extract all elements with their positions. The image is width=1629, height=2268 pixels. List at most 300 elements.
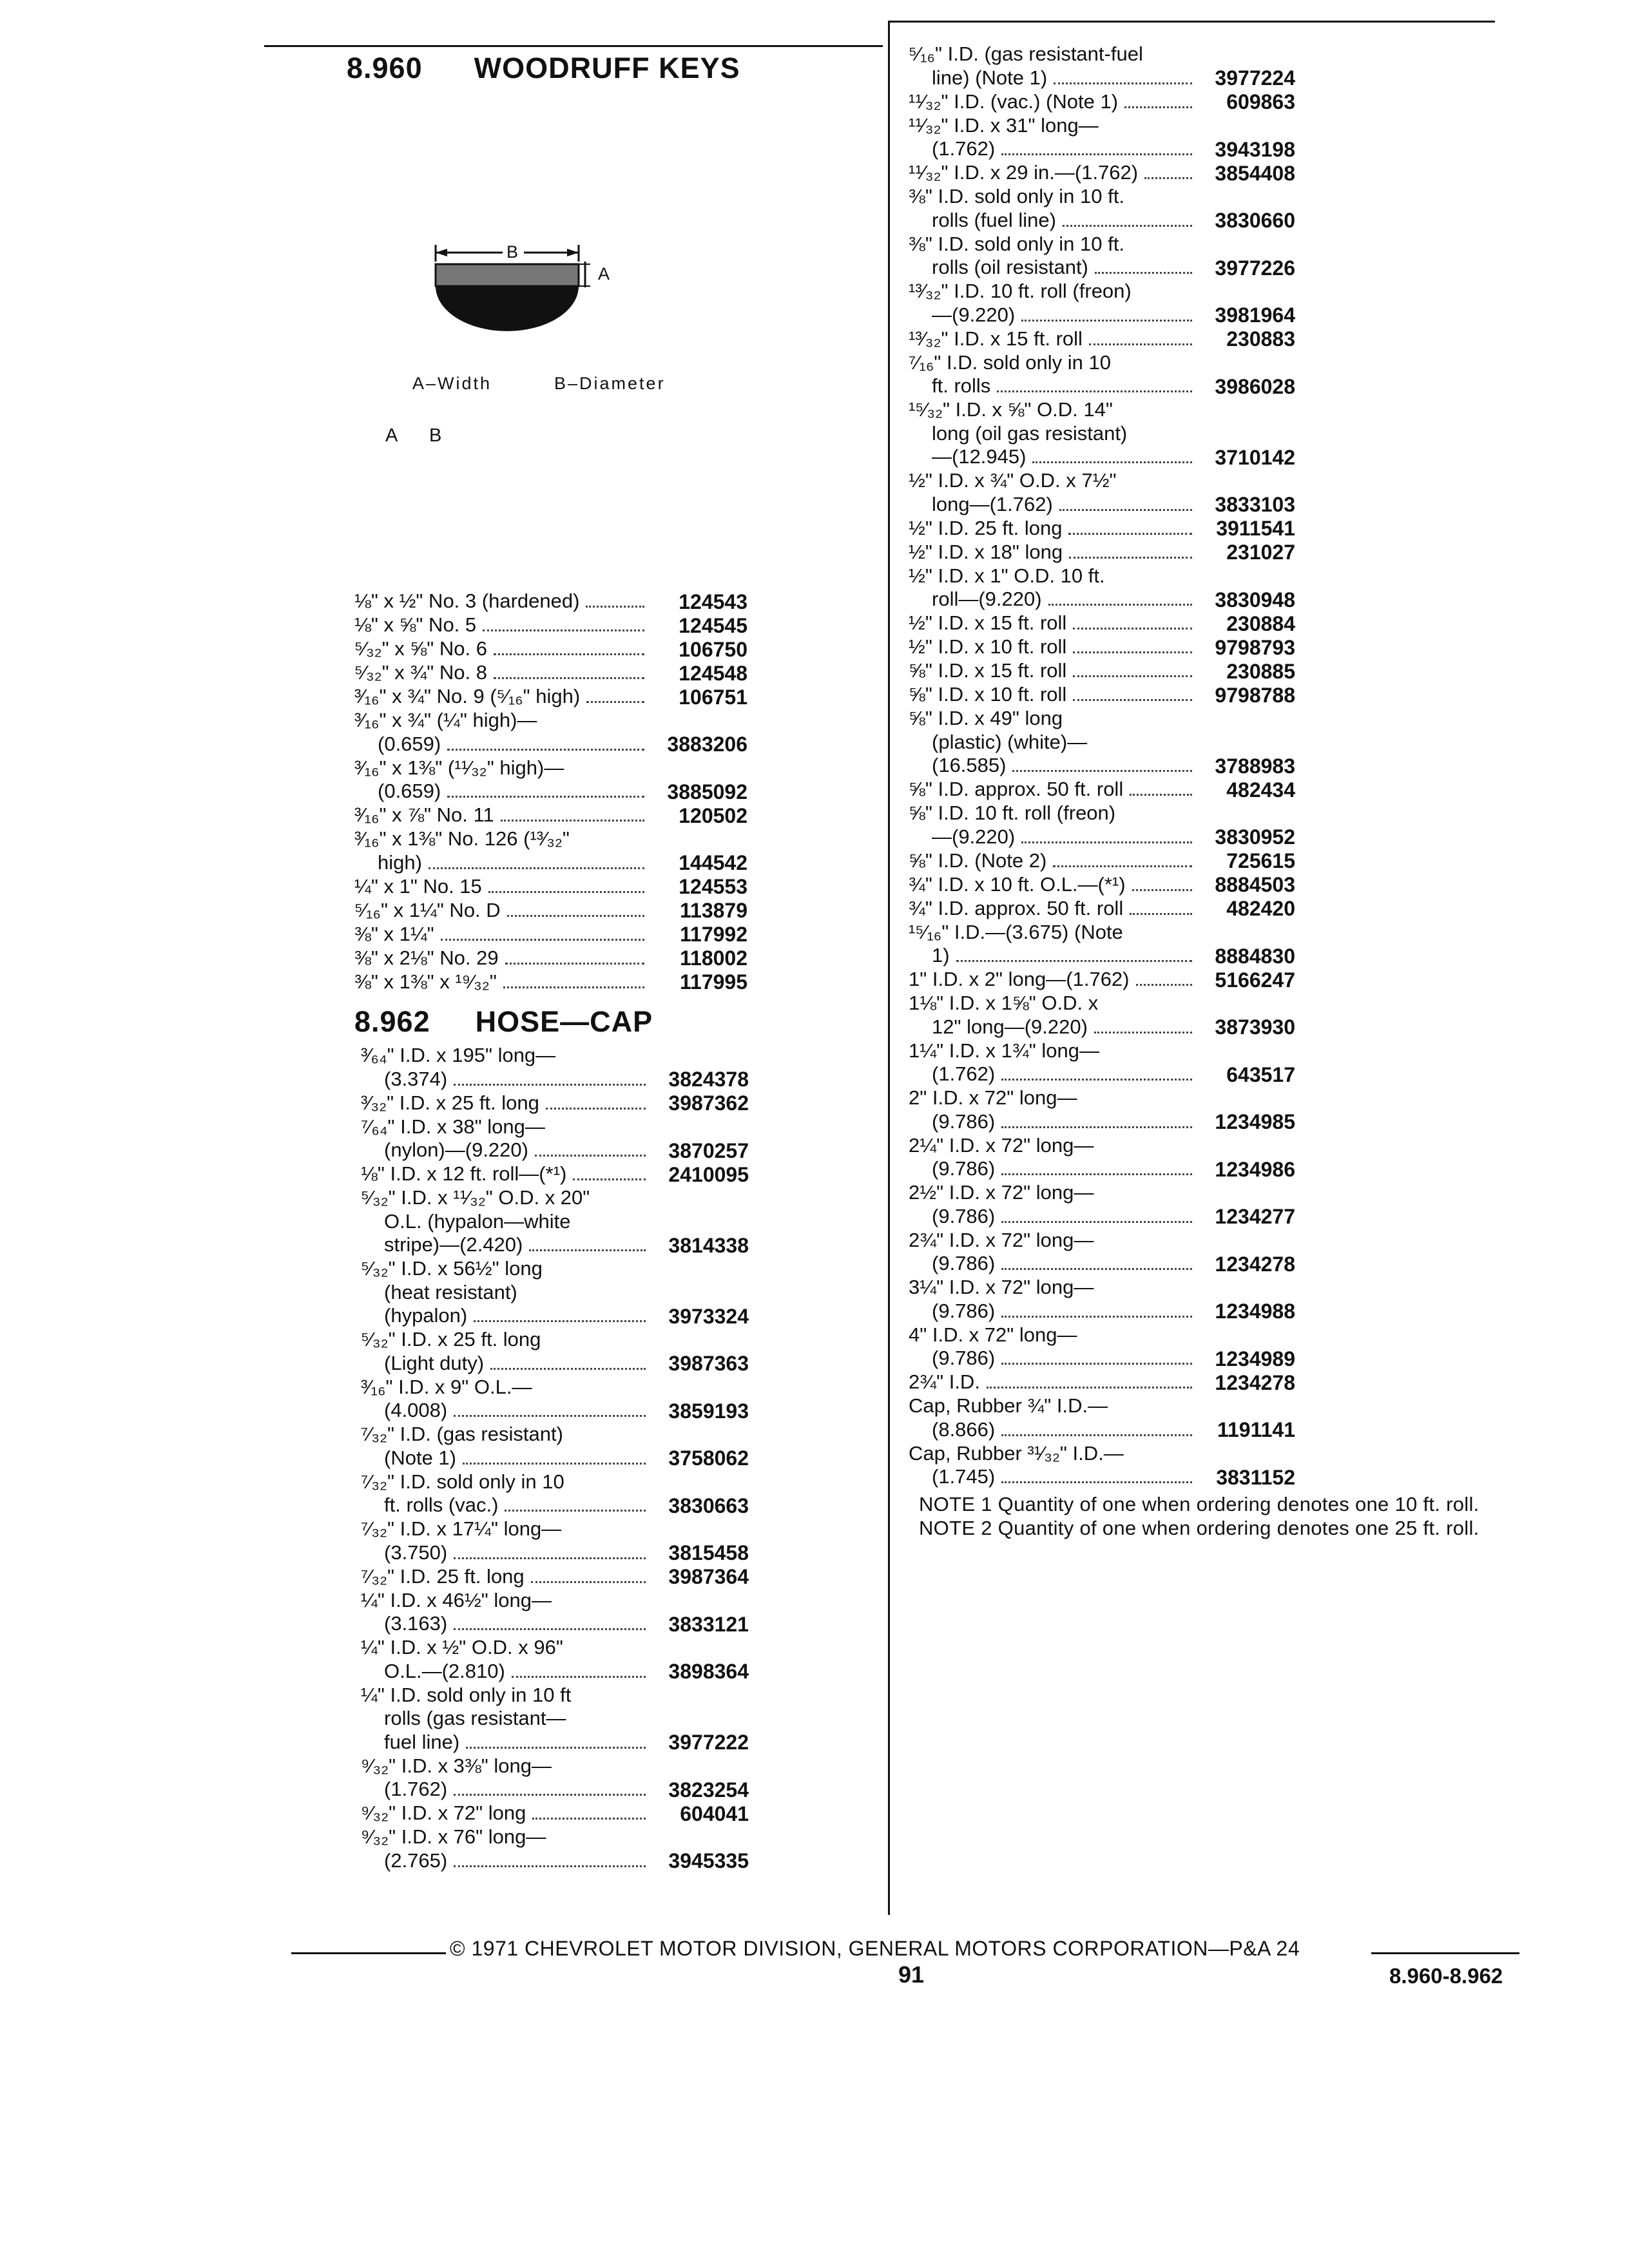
description-line: (0.659) (378, 780, 441, 802)
footer-rule-left (291, 1952, 446, 1954)
description-line: ¹³⁄₃₂" I.D. 10 ft. roll (freon) (909, 280, 1132, 302)
description-line: ⁵⁄₃₂" I.D. x 56½" long (361, 1257, 543, 1280)
description-last-line (909, 968, 1199, 992)
description-last-line (361, 1352, 652, 1376)
description-line: ³⁄₁₆" x 1⅜" (¹¹⁄₃₂" high)— (354, 756, 564, 779)
part-entry (909, 233, 1295, 280)
dot-leader (1001, 1481, 1192, 1483)
part-description (354, 923, 651, 947)
dot-leader (490, 1368, 646, 1370)
part-description (354, 685, 651, 709)
description-line: ³⁄₁₆" x ⅞" No. 11 (354, 803, 494, 826)
description-line: (1.762) (932, 1062, 996, 1085)
description-line: (0.659) (378, 732, 441, 755)
part-number: 230884 (1226, 611, 1295, 635)
part-number: 9798788 (1215, 683, 1295, 707)
part-entry (909, 161, 1295, 185)
part-description (909, 90, 1199, 114)
part-number: 124548 (679, 661, 747, 685)
description-last-line (354, 803, 651, 827)
description-line: ³⁄₆₄" I.D. x 195" long— (361, 1044, 556, 1066)
description-line: (16.585) (932, 754, 1007, 776)
part-number: 3945335 (668, 1849, 749, 1872)
description-line: ¾" I.D. x 10 ft. O.L.—(*¹) (909, 872, 1126, 896)
description-last-line (909, 374, 1199, 398)
description-last-line (909, 137, 1199, 161)
description-last-line (909, 1370, 1199, 1394)
description-last-line (909, 611, 1199, 635)
part-number: 230883 (1226, 327, 1295, 351)
legend-width: A–Width (412, 374, 492, 393)
dot-leader (529, 1249, 646, 1251)
description-last-line (361, 1660, 652, 1684)
part-number: 5166247 (1215, 968, 1295, 992)
dot-leader (1068, 533, 1192, 535)
part-description (354, 970, 651, 994)
part-entry (361, 1257, 749, 1328)
description-line: 1" I.D. x 2" long—(1.762) (909, 968, 1130, 990)
part-description (909, 1276, 1199, 1323)
description-last-line (909, 873, 1199, 897)
description-last-line (361, 1399, 652, 1423)
description-last-line (909, 209, 1199, 233)
dot-leader (454, 1628, 646, 1630)
part-number: 3911541 (1216, 517, 1295, 540)
dot-leader (454, 1865, 646, 1867)
description-line: (Light duty) (384, 1351, 485, 1374)
description-line: ½" I.D. x 1" O.D. 10 ft. (909, 564, 1105, 587)
part-entry (361, 1376, 749, 1423)
part-entry (909, 611, 1295, 635)
description-line: ⁷⁄₃₂" I.D. sold only in 10 (361, 1470, 564, 1493)
dot-leader (956, 960, 1192, 962)
part-description (909, 1394, 1199, 1442)
part-description (909, 635, 1199, 659)
description-last-line (909, 778, 1199, 802)
part-description (909, 849, 1199, 873)
part-description (909, 517, 1199, 541)
part-number: 9798793 (1215, 635, 1295, 659)
dot-leader (573, 1178, 646, 1180)
part-description (909, 707, 1199, 778)
part-number: 124545 (679, 613, 747, 637)
part-description (361, 1565, 652, 1589)
description-line: ⁹⁄₃₂" I.D. x 72" long (361, 1802, 526, 1824)
dot-leader (505, 1510, 646, 1512)
part-number: 3831152 (1216, 1465, 1295, 1489)
part-number: 124553 (679, 875, 747, 898)
description-line: (3.374) (384, 1067, 448, 1090)
description-line: ¼" x 1" No. 15 (354, 874, 482, 898)
part-number: 8884830 (1215, 944, 1295, 968)
description-last-line (361, 1233, 652, 1257)
part-description (361, 1186, 652, 1257)
description-line: ⁹⁄₃₂" I.D. x 76" long— (361, 1825, 546, 1848)
part-number: 106751 (679, 685, 747, 709)
description-line: long—(1.762) (932, 492, 1053, 515)
section-name: HOSE—CAP (475, 1005, 653, 1038)
description-line: rolls (gas resistant— (384, 1707, 566, 1729)
dot-leader (1001, 1268, 1192, 1270)
description-line: (9.786) (932, 1157, 996, 1180)
part-description (361, 1589, 652, 1637)
description-last-line (354, 590, 651, 613)
description-line: ft. rolls (932, 374, 991, 397)
note-2: NOTE 2 Quantity of one when ordering denotes one 25 ft. roll. (919, 1516, 1480, 1539)
part-description (361, 1423, 652, 1470)
description-last-line (354, 899, 651, 923)
part-entry (909, 707, 1295, 778)
part-entry (361, 1636, 749, 1684)
part-description (354, 899, 651, 923)
part-number: 3833121 (668, 1612, 749, 1636)
section-name: WOODRUFF KEYS (474, 52, 740, 84)
description-last-line (909, 588, 1199, 611)
part-entry (909, 1039, 1295, 1087)
part-entry (909, 992, 1295, 1039)
description-last-line (909, 303, 1199, 327)
part-description (354, 661, 651, 685)
description-line: 1¼" I.D. x 1¾" long— (909, 1039, 1099, 1062)
part-description (909, 114, 1199, 162)
part-description (361, 1257, 652, 1328)
part-description (361, 1517, 652, 1565)
part-number: 118002 (679, 947, 747, 970)
part-entry (361, 1802, 749, 1825)
description-last-line (909, 1252, 1199, 1276)
description-line: (9.786) (932, 1299, 996, 1322)
part-description (361, 1470, 652, 1518)
part-entry (909, 1086, 1295, 1134)
part-number: 3823254 (668, 1778, 749, 1802)
part-description (909, 161, 1199, 185)
part-number: 482434 (1226, 778, 1295, 802)
part-description (909, 327, 1199, 351)
description-line: (9.786) (932, 1110, 996, 1133)
description-line: ¾" I.D. approx. 50 ft. roll (909, 896, 1124, 919)
hose-list-left (361, 1044, 749, 1873)
description-line: ¹¹⁄₃₂" I.D. x 31" long— (909, 113, 1099, 137)
part-entry (909, 114, 1295, 162)
part-entry (354, 947, 747, 970)
part-number: 117995 (679, 970, 747, 994)
part-description (909, 1323, 1199, 1371)
dot-leader (1053, 865, 1192, 867)
dot-leader (1089, 343, 1192, 345)
dot-leader (454, 1557, 646, 1559)
description-line: ⁵⁄₃₂" I.D. x ¹¹⁄₃₂" O.D. x 20" (361, 1186, 590, 1209)
description-last-line (361, 1778, 652, 1802)
description-last-line (354, 661, 651, 685)
description-last-line (361, 1802, 652, 1825)
description-last-line (909, 541, 1199, 564)
description-line: ³⁄₃₂" I.D. x 25 ft. long (361, 1091, 539, 1114)
part-number: 3833103 (1215, 493, 1295, 516)
description-line: (1.762) (932, 137, 996, 160)
description-last-line (354, 733, 651, 756)
part-number: 3981964 (1215, 303, 1295, 327)
description-line: ¹¹⁄₃₂" I.D. (vac.) (Note 1) (909, 90, 1119, 113)
description-last-line (909, 256, 1199, 280)
part-entry (909, 517, 1295, 541)
part-description (909, 280, 1199, 327)
part-number: 1234278 (1215, 1370, 1295, 1394)
description-line: ¼" I.D. sold only in 10 ft (361, 1683, 572, 1706)
diagram-label-b: B (503, 242, 524, 262)
dot-leader (441, 939, 644, 941)
part-number: 3815458 (668, 1541, 749, 1564)
note-1: NOTE 1 Quantity of one when ordering denotes one 10 ft. roll. (919, 1493, 1480, 1515)
section-number: 8.962 (354, 1005, 430, 1038)
dot-leader (447, 749, 644, 751)
description-line: ⅝" I.D. x 49" long (909, 707, 1063, 729)
part-description (361, 1802, 652, 1825)
part-entry (909, 897, 1295, 921)
part-number: 3758062 (668, 1446, 749, 1470)
description-last-line (354, 923, 651, 947)
description-last-line (909, 1205, 1199, 1229)
dot-leader (1054, 82, 1192, 84)
dot-leader (483, 629, 644, 631)
part-entry (909, 90, 1295, 114)
part-description (354, 803, 651, 827)
description-line: ⅜" I.D. sold only in 10 ft. (909, 185, 1124, 207)
part-number: 3987362 (668, 1091, 749, 1115)
part-entry (354, 875, 747, 899)
dot-leader (474, 1320, 646, 1322)
description-line: (3.163) (384, 1612, 448, 1635)
dot-leader (1032, 461, 1192, 463)
part-description (909, 1370, 1199, 1394)
part-entry (909, 921, 1295, 968)
description-line: ¹⁵⁄₃₂" I.D. x ⅝" O.D. 14" (909, 398, 1113, 421)
description-last-line (354, 685, 651, 709)
description-last-line (909, 897, 1199, 921)
dot-leader (531, 1581, 646, 1583)
description-line: ½" I.D. x ¾" O.D. x 7½" (909, 469, 1117, 492)
part-entry (909, 1276, 1295, 1323)
part-entry (361, 1565, 749, 1589)
part-number: 1191141 (1217, 1418, 1295, 1441)
part-entry (909, 564, 1295, 612)
part-number: 725615 (1226, 849, 1295, 872)
description-line: ⁷⁄₃₂" I.D. x 17¼" long— (361, 1517, 562, 1540)
part-description (909, 659, 1199, 683)
part-description (909, 1086, 1199, 1134)
part-description (354, 613, 651, 637)
part-number: 3859193 (668, 1399, 749, 1423)
description-last-line (361, 1304, 652, 1328)
part-number: 3814338 (668, 1233, 749, 1257)
column-heading-b: B (429, 425, 442, 446)
description-last-line (909, 754, 1199, 778)
description-line: (9.786) (932, 1347, 996, 1369)
dot-leader (507, 915, 644, 917)
part-description (909, 541, 1199, 564)
description-line: 2¾" I.D. (909, 1370, 980, 1393)
description-last-line (909, 1015, 1199, 1039)
description-line: ⁷⁄₃₂" I.D. (gas resistant) (361, 1423, 563, 1445)
part-number: 3830952 (1215, 825, 1295, 849)
description-line: ¹¹⁄₃₂" I.D. x 29 in.—(1.762) (909, 161, 1139, 184)
part-number: 3830948 (1215, 588, 1295, 611)
part-entry (354, 923, 747, 947)
description-line: fuel line) (384, 1730, 460, 1753)
dot-leader (532, 1818, 646, 1820)
description-last-line (909, 635, 1199, 659)
description-line: (1.762) (384, 1778, 448, 1800)
description-line: ³⁄₁₆" I.D. x 9" O.L.— (361, 1375, 532, 1398)
description-line: ⁹⁄₃₂" I.D. x 3⅜" long— (361, 1754, 552, 1777)
part-number: 3824378 (668, 1068, 749, 1091)
part-description (361, 1162, 652, 1186)
part-entry (909, 469, 1295, 517)
description-line: (hypalon) (384, 1304, 468, 1327)
part-number: 124543 (679, 590, 747, 613)
description-last-line (361, 1849, 652, 1873)
description-last-line (361, 1731, 652, 1754)
dot-leader (463, 1463, 646, 1465)
dot-leader (454, 1084, 646, 1086)
description-line: 2" I.D. x 72" long— (909, 1086, 1077, 1109)
description-last-line (354, 970, 651, 994)
part-entry (354, 661, 747, 685)
part-description (354, 637, 651, 661)
dot-leader (466, 1747, 646, 1749)
part-description (909, 968, 1199, 992)
dot-leader (1001, 1079, 1192, 1081)
description-last-line (354, 875, 651, 899)
description-last-line (361, 1612, 652, 1636)
description-line: ⁵⁄₁₆" x 1¼" No. D (354, 898, 501, 921)
dot-leader (1124, 106, 1192, 108)
dot-leader (1094, 1032, 1192, 1033)
description-last-line (909, 493, 1199, 517)
description-last-line (909, 1465, 1199, 1489)
part-number: 3710142 (1215, 445, 1295, 469)
part-entry (361, 1684, 749, 1754)
dot-leader (1001, 1173, 1192, 1175)
description-line: —(12.945) (932, 445, 1027, 468)
description-last-line (354, 851, 651, 875)
legend-diameter: B–Diameter (554, 374, 666, 393)
part-entry (361, 1162, 749, 1186)
part-entry (909, 185, 1295, 233)
description-line: ⅝" I.D. 10 ft. roll (freon) (909, 802, 1116, 824)
description-last-line (361, 1091, 652, 1115)
dot-leader (1001, 1316, 1192, 1318)
description-last-line (909, 327, 1199, 351)
copyright-line: © 1971 CHEVROLET MOTOR DIVISION, GENERAL MOTORS CORPORATION—P&A 24 (450, 1937, 1300, 1960)
part-number: 3973324 (668, 1304, 749, 1328)
description-last-line (361, 1494, 652, 1517)
description-last-line (354, 947, 651, 970)
part-description (909, 1442, 1199, 1490)
part-entry (909, 1229, 1295, 1276)
dot-leader (1132, 889, 1192, 891)
dot-leader (535, 1155, 646, 1157)
part-description (361, 1684, 652, 1754)
part-entry (361, 1044, 749, 1091)
part-number: 2410095 (668, 1162, 749, 1186)
dot-leader (494, 653, 644, 655)
dot-leader (1048, 604, 1192, 606)
part-description (361, 1115, 652, 1163)
part-number: 1234985 (1215, 1110, 1295, 1133)
description-line: stripe)—(2.420) (384, 1233, 523, 1256)
part-entry (354, 590, 747, 613)
part-description (909, 1181, 1199, 1229)
part-entry (361, 1186, 749, 1257)
part-number: 117992 (679, 923, 747, 946)
dot-leader (1130, 913, 1192, 915)
description-last-line (354, 613, 651, 637)
part-number: 1234986 (1215, 1157, 1295, 1181)
description-line: rolls (oil resistant) (932, 256, 1088, 278)
description-line: 3¼" I.D. x 72" long— (909, 1276, 1094, 1298)
part-description (361, 1754, 652, 1802)
description-last-line (909, 517, 1199, 541)
dot-leader (512, 1676, 646, 1678)
part-entry (361, 1423, 749, 1470)
dot-leader (1021, 841, 1192, 843)
description-line: ⅜" I.D. sold only in 10 ft. (909, 232, 1124, 255)
section-title-hose (354, 1005, 653, 1039)
part-description (909, 992, 1199, 1039)
part-description (909, 897, 1199, 921)
description-line: 4" I.D. x 72" long— (909, 1323, 1077, 1346)
part-number: 1234278 (1215, 1252, 1295, 1276)
part-entry (354, 803, 747, 827)
part-number: 3898364 (668, 1660, 749, 1683)
part-entry (909, 1323, 1295, 1371)
part-number: 1234277 (1215, 1205, 1295, 1228)
column-divider (888, 21, 890, 1915)
description-last-line (909, 1347, 1199, 1370)
part-number: 231027 (1226, 541, 1295, 564)
part-entry (354, 899, 747, 923)
part-entry (909, 43, 1295, 90)
part-number: 3830663 (668, 1494, 749, 1517)
dot-leader (1130, 794, 1192, 796)
description-line: 2¼" I.D. x 72" long— (909, 1133, 1094, 1157)
dot-leader (546, 1108, 646, 1110)
part-entry (361, 1825, 749, 1873)
part-description (354, 756, 651, 804)
description-line: 1) (932, 944, 950, 966)
dot-leader (1021, 320, 1192, 322)
description-line: ⁵⁄₃₂" x ¾" No. 8 (354, 661, 487, 684)
description-line: ⅜" x 1¼" (354, 922, 434, 945)
part-description (909, 469, 1199, 517)
top-rule-left (264, 45, 883, 47)
part-number: 643517 (1226, 1062, 1295, 1086)
description-line: ⅛" x ½" No. 3 (hardened) (354, 590, 580, 612)
part-number: 3830660 (1215, 209, 1295, 232)
part-number: 3788983 (1215, 754, 1295, 778)
part-entry (354, 613, 747, 637)
description-line: —(9.220) (932, 825, 1016, 848)
description-line: ⅝" I.D. approx. 50 ft. roll (909, 778, 1124, 800)
dot-leader (1059, 509, 1192, 511)
part-entry (909, 1134, 1295, 1182)
part-number: 3977224 (1215, 66, 1295, 90)
description-line: high) (378, 850, 422, 874)
description-last-line (909, 1418, 1199, 1442)
description-line: ⁵⁄₃₂" x ⅝" No. 6 (354, 637, 487, 660)
part-description (354, 875, 651, 899)
description-line: (2.765) (384, 1849, 448, 1872)
